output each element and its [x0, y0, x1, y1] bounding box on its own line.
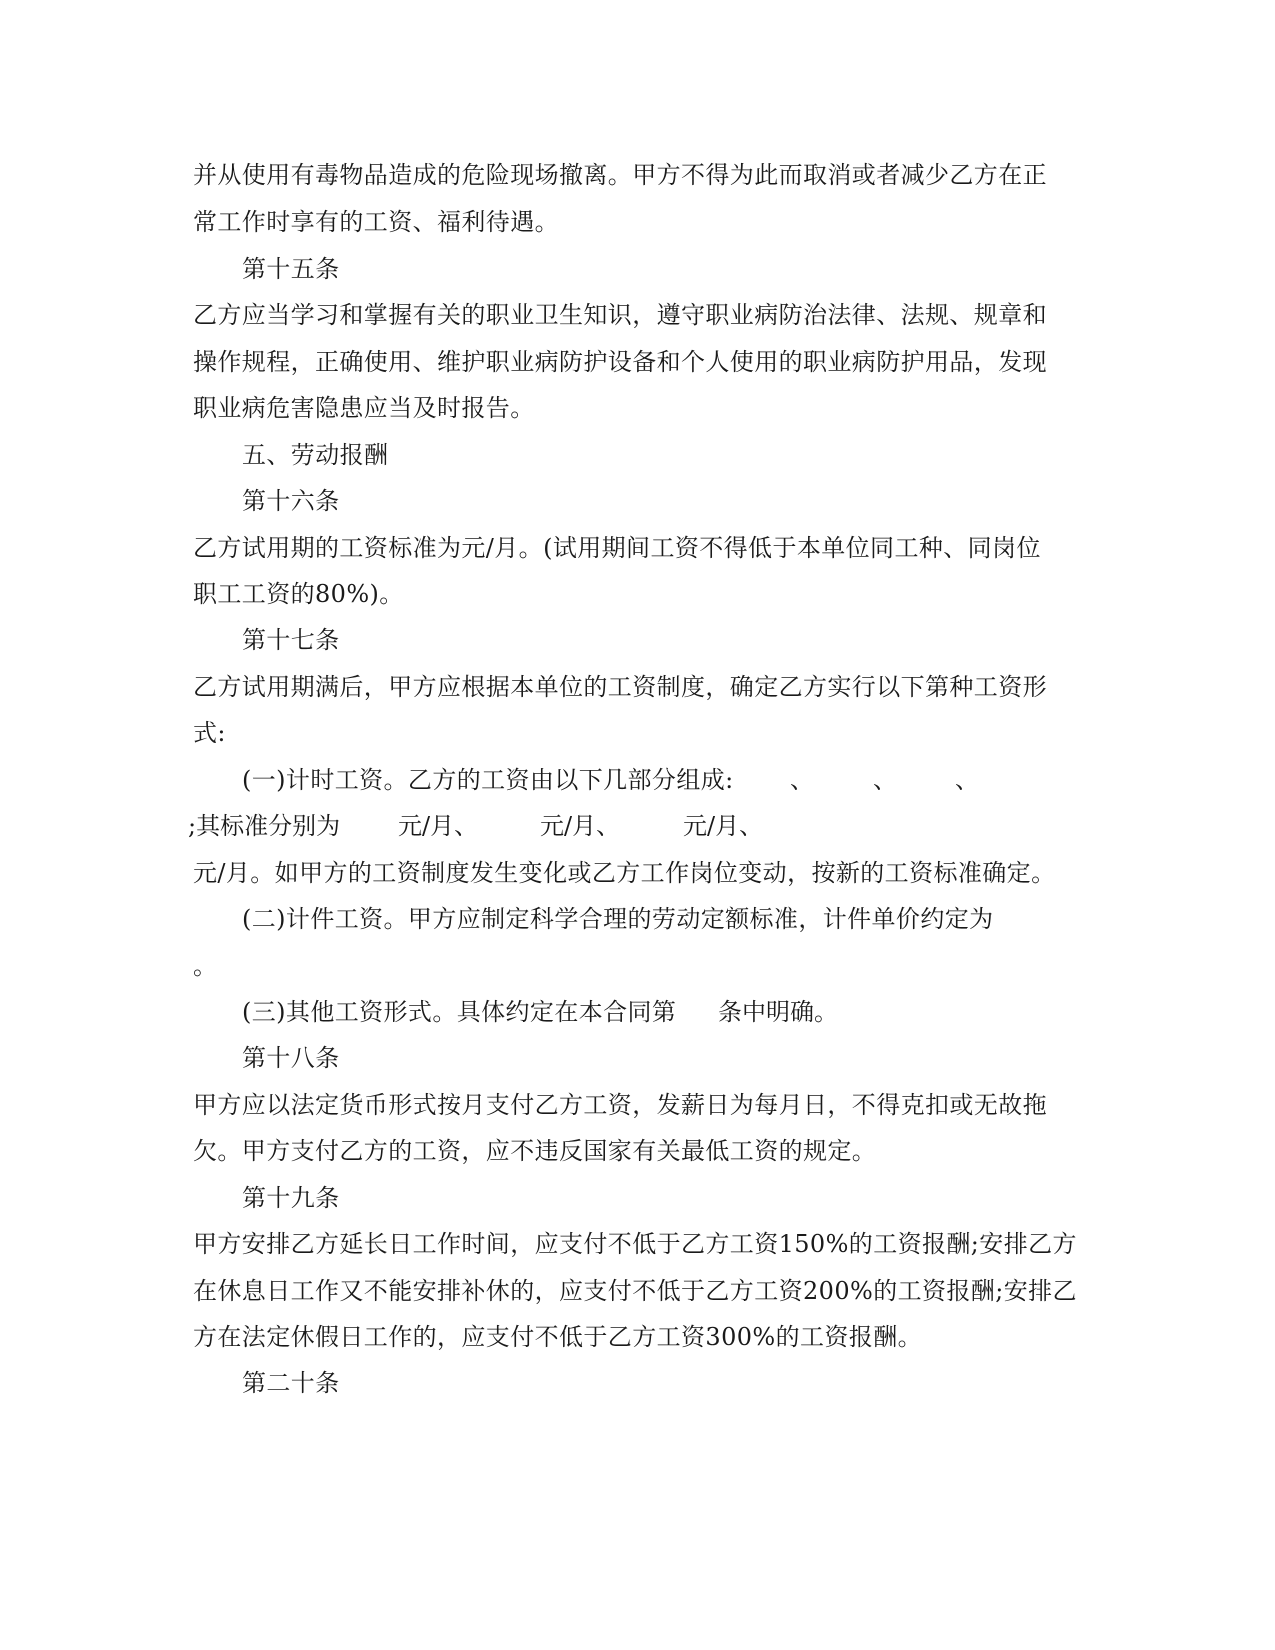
paragraph-line: 方在法定休假日工作的，应支付不低于乙方工资300%的工资报酬。 [193, 1323, 923, 1351]
paragraph-line: 乙方试用期的工资标准为元/月。(试用期间工资不得低于本单位同工种、同岗位 [193, 534, 1041, 562]
other-wage-line: (三)其他工资形式。具体约定在本合同第 [242, 998, 677, 1026]
paragraph-line: 职工工资的80%)。 [193, 580, 404, 608]
hourly-wage-line: (一)计时工资。乙方的工资由以下几部分组成: [242, 766, 734, 794]
blank-separator: 、 [955, 766, 979, 794]
paragraph-line: 乙方应当学习和掌握有关的职业卫生知识，遵守职业病防治法律、法规、规章和 [193, 301, 1047, 329]
paragraph-line: 常工作时享有的工资、福利待遇。 [193, 208, 559, 236]
section-heading-remuneration: 五、劳动报酬 [242, 441, 389, 469]
paragraph-line: 甲方安排乙方延长日工作时间，应支付不低于乙方工资150%的工资报酬;安排乙方 [193, 1230, 1077, 1258]
article-heading-16: 第十六条 [242, 487, 340, 515]
blank-separator: 、 [873, 766, 897, 794]
paragraph-line: 职业病危害隐患应当及时报告。 [193, 394, 535, 422]
article-heading-18: 第十八条 [242, 1044, 340, 1072]
paragraph-line: 并从使用有毒物品造成的危险现场撤离。甲方不得为此而取消或者减少乙方在正 [193, 161, 1047, 189]
rate-unit: 元/月、 [398, 812, 479, 840]
paragraph-line: 元/月。如甲方的工资制度发生变化或乙方工作岗位变动，按新的工资标准确定。 [193, 859, 1056, 887]
article-heading-17: 第十七条 [242, 626, 340, 654]
paragraph-line: 乙方试用期满后，甲方应根据本单位的工资制度，确定乙方实行以下第种工资形 [193, 673, 1047, 701]
paragraph-line: 在休息日工作又不能安排补休的，应支付不低于乙方工资200%的工资报酬;安排乙 [193, 1277, 1077, 1305]
article-heading-20: 第二十条 [242, 1369, 340, 1397]
article-heading-19: 第十九条 [242, 1184, 340, 1212]
paragraph-line: 操作规程，正确使用、维护职业病防护设备和个人使用的职业病防护用品，发现 [193, 348, 1047, 376]
article-heading-15: 第十五条 [242, 255, 340, 283]
rate-unit: 元/月、 [540, 812, 621, 840]
paragraph-line: 甲方应以法定货币形式按月支付乙方工资，发薪日为每月日，不得克扣或无故拖 [193, 1091, 1047, 1119]
paragraph-line: 式: [193, 719, 226, 747]
other-wage-line-end: 条中明确。 [718, 998, 838, 1026]
piece-wage-line: (二)计件工资。甲方应制定科学合理的劳动定额标准，计件单价约定为 [242, 905, 994, 933]
blank-separator: 、 [790, 766, 814, 794]
paragraph-line: 。 [193, 952, 218, 980]
standard-label: ;其标准分别为 [188, 812, 341, 840]
rate-unit: 元/月、 [683, 812, 764, 840]
paragraph-line: 欠。甲方支付乙方的工资，应不违反国家有关最低工资的规定。 [193, 1137, 877, 1165]
